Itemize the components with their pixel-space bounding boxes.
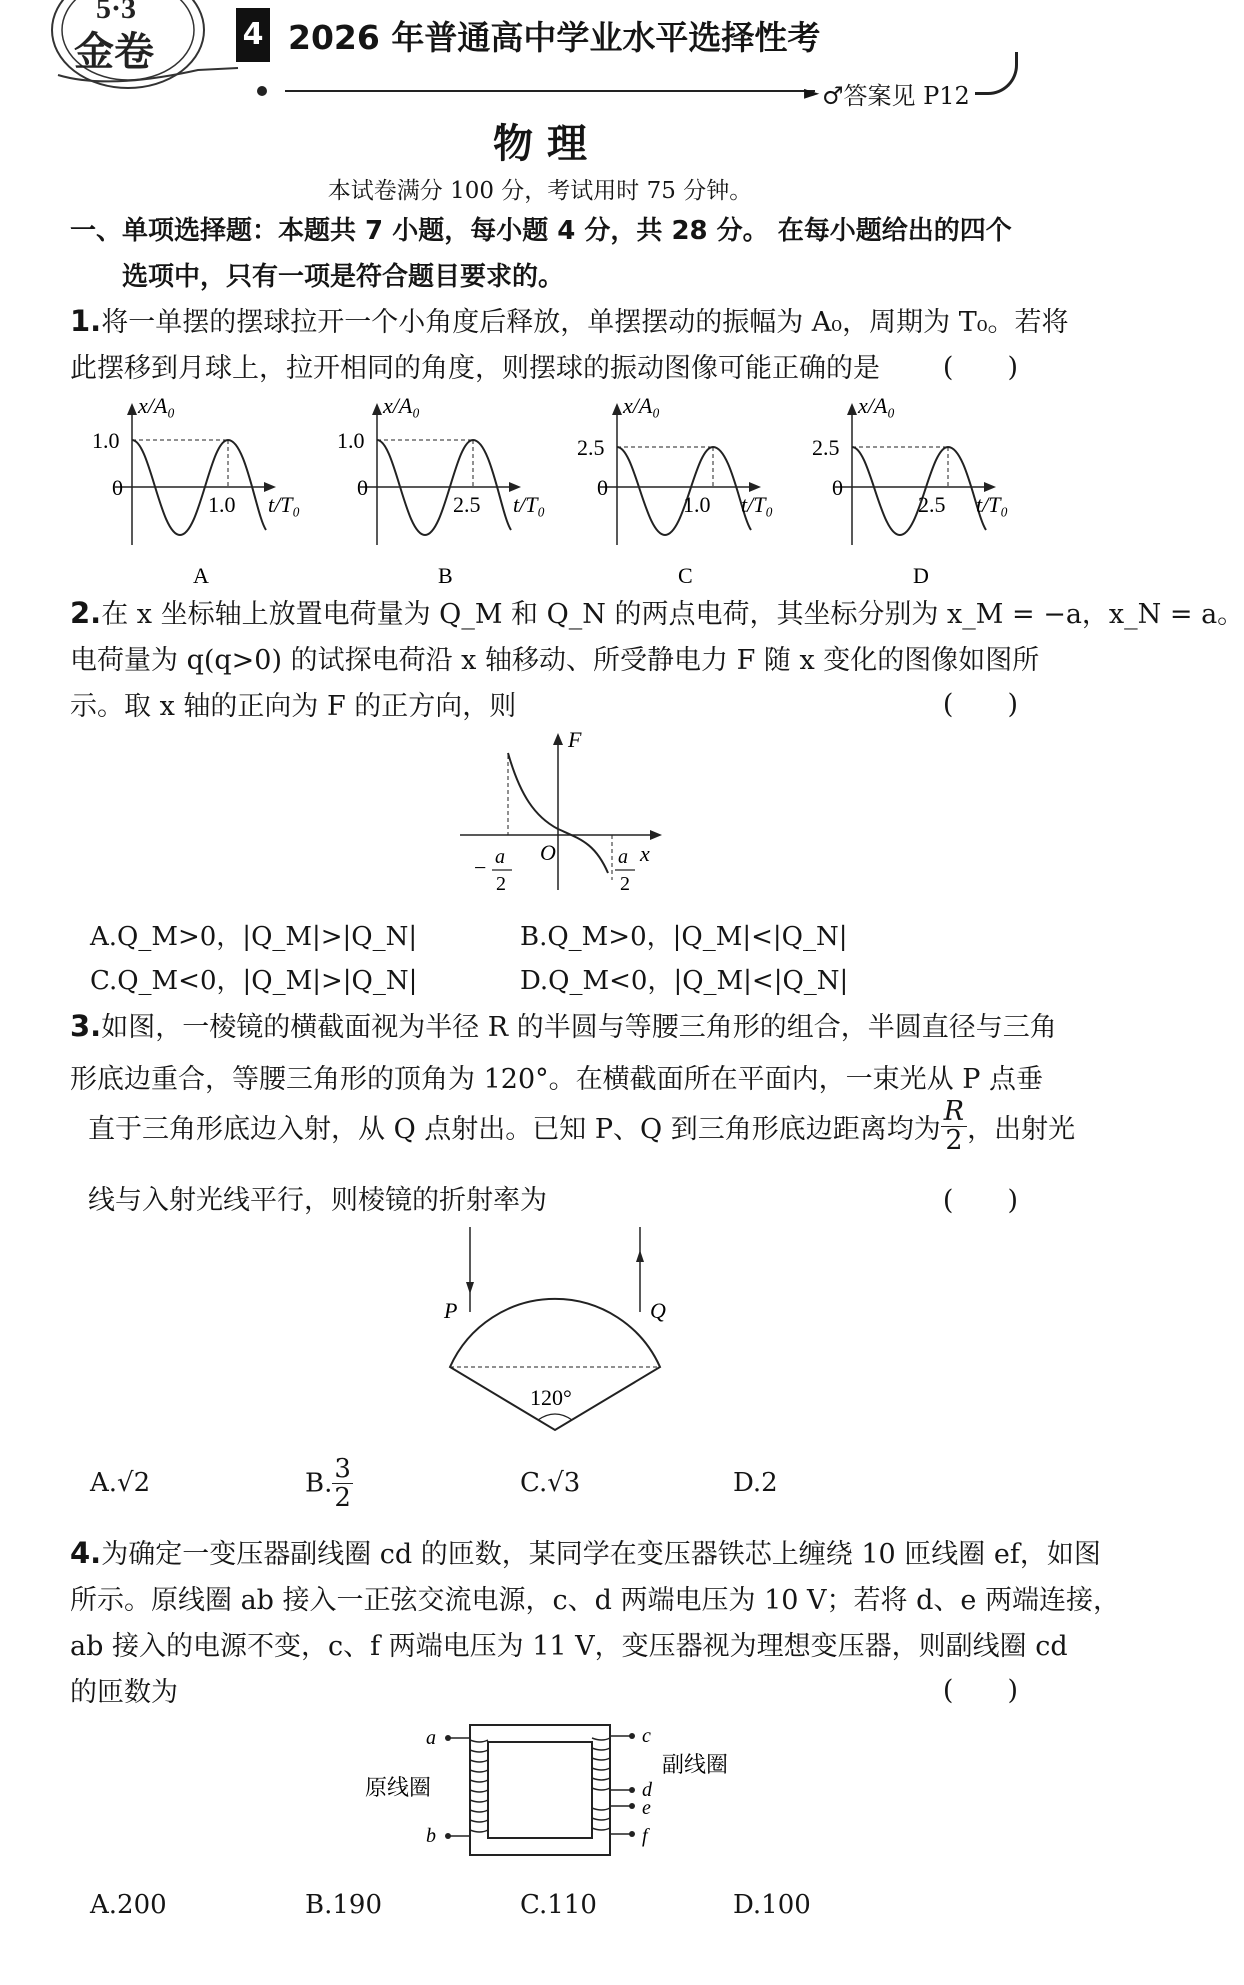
q3-option-b-fraction (332, 1455, 353, 1512)
q3-text-2: 形底边重合，等腰三角形的顶角为 120°。在横截面所在平面内，一束光从 P 点垂 (70, 1064, 1043, 1095)
q1c-ylabel: x/A₀ (623, 393, 660, 418)
answer-reference (822, 76, 970, 111)
q4-label-a: a (426, 1727, 436, 1749)
q3-option-c[interactable]: C.√3 (520, 1468, 581, 1498)
q3-option-b-num: 3 (334, 1454, 351, 1484)
q1b-ytick: 1.0 (337, 428, 365, 453)
section-heading-line1: 一、单项选择题：本题共 7 小题，每小题 4 分，共 28 分。 在每小题给出的四个 (70, 216, 1012, 246)
q3-number: 3. (70, 1009, 102, 1043)
q4-transformer-figure (360, 1710, 760, 1870)
q1-text-2: 此摆移到月球上，拉开相同的角度，则摆球的振动图像可能正确的是 (70, 353, 880, 384)
section-heading-line2: 选项中，只有一项是符合题目要求的。 (122, 262, 565, 292)
arrow-icon: ► (804, 80, 820, 104)
q1b-letter: B (438, 563, 453, 588)
exam-header-title: 2026 年普通高中学业水平选择性考 (288, 18, 821, 57)
q2-figure (440, 725, 680, 895)
q1d-letter: D (913, 563, 929, 588)
q1d-zero: 0 (832, 475, 843, 500)
q2-text-1: 在 x 坐标轴上放置电荷量为 Q_M 和 Q_N 的两点电荷，其坐标分别为 x_M = −a，x_N = a。 (101, 599, 1244, 630)
q1a-ytick: 1.0 (92, 428, 120, 453)
q4-label-f: f (642, 1825, 648, 1847)
q4-option-c[interactable]: C.110 (520, 1890, 597, 1920)
q2-option-c[interactable]: C.Q_M<0，|Q_M|>|Q_N| (90, 966, 418, 996)
q3-text-3b: ，出射光 (967, 1114, 1076, 1145)
q2-label-F: F (568, 727, 582, 752)
q1c-zero: 0 (597, 475, 608, 500)
q1-text-1: 将一单摆的摆球拉开一个小角度后释放，单摆摆动的振幅为 A₀，周期为 T₀。若将 (101, 307, 1069, 338)
q1-graph-svg (325, 395, 565, 595)
q4-label-e: e (642, 1797, 651, 1819)
question-1 (70, 298, 1069, 392)
q1-wave-d (852, 447, 986, 535)
header-dot (257, 86, 267, 96)
q3-line1 (70, 1003, 1057, 1051)
question-4 (70, 1530, 1120, 1716)
volume-number: 4 (242, 17, 264, 52)
answer-reference-text: 答案见 P12 (843, 82, 970, 110)
q1-graph-d (800, 395, 1040, 595)
q3-fraction-num: R (941, 1098, 967, 1127)
q2-option-a[interactable]: A.Q_M>0，|Q_M|>|Q_N| (90, 922, 418, 952)
q4-primary-label: 原线圈 (365, 1775, 432, 1800)
q1-number: 1. (70, 304, 102, 338)
q2-line1 (70, 590, 1244, 638)
q4-option-b[interactable]: B.190 (305, 1890, 382, 1920)
q3-option-b[interactable] (305, 1455, 353, 1512)
q2-option-b[interactable]: B.Q_M>0，|Q_M|<|Q_N| (520, 922, 848, 952)
answer-mark-icon: ♂ (822, 81, 844, 110)
q3-line3 (88, 1096, 1076, 1158)
subject-title: 物 理 (493, 121, 587, 167)
q4-option-d[interactable]: D.100 (733, 1890, 811, 1920)
q3-answer-bracket: ( ) (942, 1185, 1018, 1216)
q1c-xlabel: t/T₀ (741, 492, 774, 517)
q3-option-b-prefix: B. (305, 1468, 333, 1499)
q1-graph-svg (80, 395, 320, 595)
q3-text-3a: 直于三角形底边入射，从 Q 点射出。已知 P、Q 到三角形底边距离均为 (88, 1114, 941, 1145)
q4-secondary-coil (592, 1738, 610, 1790)
q1a-zero: 0 (112, 475, 123, 500)
q3-text-1: 如图，一棱镜的横截面视为半径 R 的半圆与等腰三角形的组合，半圆直径与三角 (101, 1012, 1057, 1043)
q3-text-4: 线与入射光线平行，则棱镜的折射率为 (88, 1185, 547, 1216)
q1-graph-svg (800, 395, 1040, 595)
q3-prism-figure (430, 1222, 690, 1452)
q2-neg-minus: − (474, 855, 487, 880)
q1-line1 (70, 298, 1069, 346)
q3-label-Q: Q (650, 1298, 666, 1323)
q4-coil-ef (592, 1808, 610, 1830)
q3-prism-outline (450, 1299, 660, 1430)
q4-number: 4. (70, 1536, 102, 1570)
q4-answer-bracket: ( ) (942, 1675, 1018, 1706)
question-2 (70, 590, 1244, 730)
q1c-letter: C (678, 563, 693, 588)
header-end-stroke (975, 52, 1018, 95)
q4-label-b: b (426, 1825, 436, 1847)
q3-angle-label: 120° (530, 1385, 572, 1410)
volume-tag (236, 8, 270, 62)
q1c-ytick: 2.5 (577, 435, 605, 460)
q1d-ylabel: x/A₀ (858, 393, 895, 418)
header-logo (48, 0, 248, 95)
q2-text-2: 电荷量为 q(q>0) 的试探电荷沿 x 轴移动、所受静电力 F 随 x 变化的图像如图所 (70, 645, 1040, 676)
q3-fraction (941, 1098, 967, 1155)
q3-option-d[interactable]: D.2 (733, 1468, 778, 1498)
q4-label-c: c (642, 1725, 651, 1747)
q4-text-2: 所示。原线圈 ab 接入一正弦交流电源，c、d 两端电压为 10 V；若将 d、e 两端连接， (70, 1585, 1120, 1616)
q1b-ylabel: x/A₀ (383, 393, 420, 418)
q4-label-d: d (642, 1779, 652, 1801)
q2-option-d[interactable]: D.Q_M<0，|Q_M|<|Q_N| (520, 966, 849, 996)
q4-text-4: 的匝数为 (70, 1677, 178, 1708)
q1-answer-bracket: ( ) (942, 352, 1018, 383)
q1d-ytick: 2.5 (812, 435, 840, 460)
q1d-xlabel: t/T₀ (976, 492, 1009, 517)
logo-text-bottom: 金卷 (74, 29, 154, 74)
q3-option-b-den: 2 (334, 1483, 351, 1513)
q1a-xlabel: t/T₀ (268, 492, 301, 517)
exam-note: 本试卷满分 100 分，考试用时 75 分钟。 (327, 178, 753, 204)
logo-text-top: 5·3 (96, 0, 137, 25)
q2-neg-den: 2 (496, 873, 506, 895)
q3-option-a[interactable]: A.√2 (90, 1468, 151, 1498)
q1b-zero: 0 (357, 475, 368, 500)
q2-pos-den: 2 (620, 873, 630, 895)
q2-label-x: x (640, 841, 650, 866)
q1-graph-c (565, 395, 805, 595)
q1a-ylabel: x/A₀ (138, 393, 175, 418)
q2-neg-num: a (495, 846, 505, 868)
q1-wave-c (617, 447, 751, 535)
q1a-letter: A (193, 563, 209, 588)
header-rule (285, 90, 815, 92)
q4-line1 (70, 1530, 1101, 1578)
section-heading (70, 208, 1050, 300)
q2-label-O: O (540, 840, 556, 865)
q1-graph-svg (565, 395, 805, 595)
q3-fraction-den: 2 (945, 1125, 963, 1156)
q1c-xtick: 1.0 (683, 492, 711, 517)
q1a-xtick: 1.0 (208, 492, 236, 517)
q2-answer-bracket: ( ) (942, 689, 1018, 720)
q1b-xtick: 2.5 (453, 492, 481, 517)
q4-text-1: 为确定一变压器副线圈 cd 的匝数，某同学在变压器铁芯上缠绕 10 匝线圈 ef，如图 (101, 1539, 1101, 1570)
q4-option-a[interactable]: A.200 (90, 1890, 167, 1920)
question-3 (70, 1003, 1057, 1103)
q4-secondary-label: 副线圈 (662, 1752, 729, 1777)
q1-graph-b (325, 395, 565, 595)
q1b-xlabel: t/T₀ (513, 492, 546, 517)
q2-pos-num: a (618, 846, 628, 868)
q4-text-3: ab 接入的电源不变，c、f 两端电压为 11 V，变压器视为理想变压器，则副线圈 cd (70, 1631, 1068, 1662)
q3-label-P: P (444, 1298, 458, 1323)
q4-primary-coil (470, 1740, 488, 1832)
q1d-xtick: 2.5 (918, 492, 946, 517)
q1-graph-a (80, 395, 320, 595)
q2-number: 2. (70, 596, 102, 630)
q2-text-3: 示。取 x 轴的正向为 F 的正方向，则 (70, 691, 517, 722)
